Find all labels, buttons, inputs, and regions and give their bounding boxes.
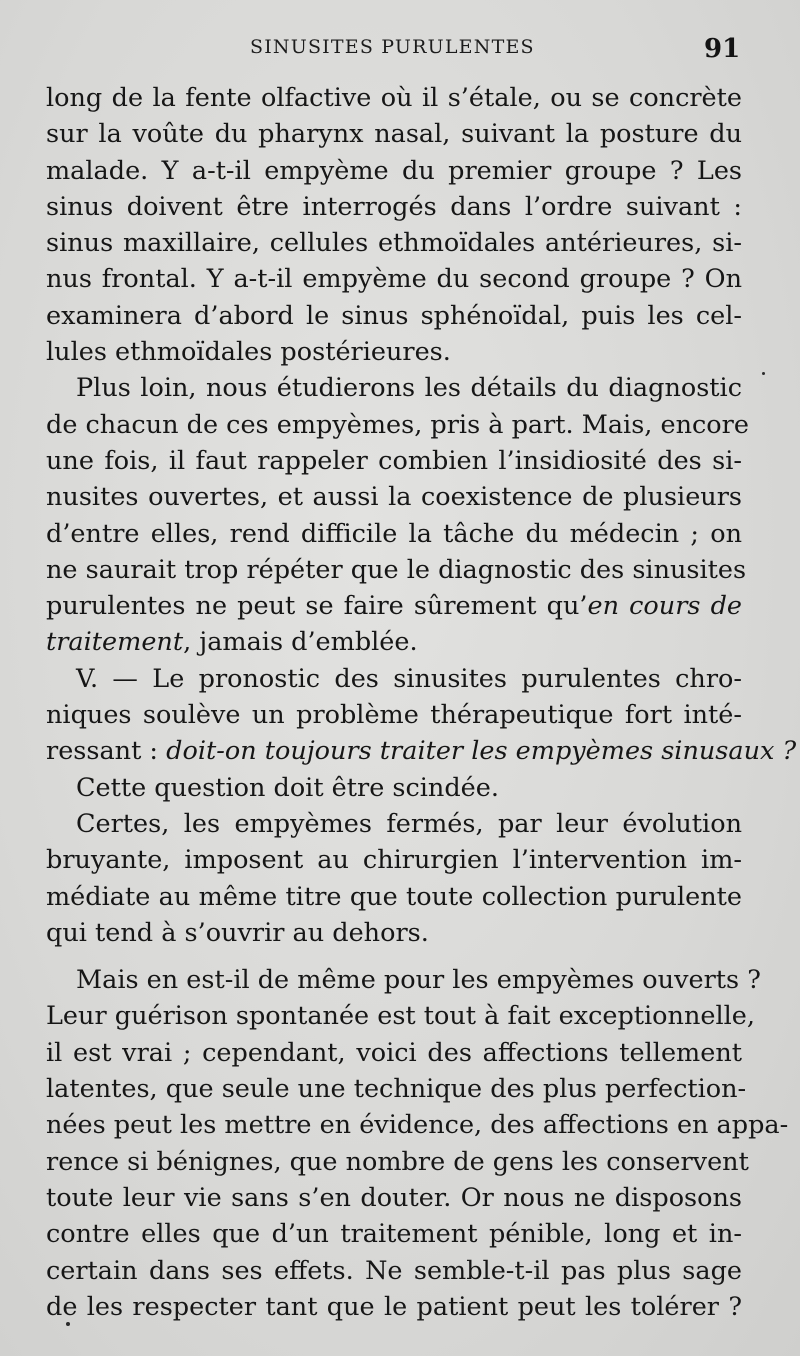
text-line: Certes, les empyèmes fermés, par leur évolution (76, 808, 742, 839)
text-segment: ressant : (46, 736, 167, 767)
text-line: contre elles que d’un traitement pénible, long et in- (46, 1219, 742, 1250)
text-line: Mais en est-il de même pour les empyèmes ouverts ? (76, 965, 761, 996)
italic-segment: traitement (46, 627, 184, 658)
text-line: sinus maxillaire, cellules ethmoïdales antérieures, si- (46, 228, 742, 259)
text-line (46, 624, 742, 660)
text-line: ne saurait trop répéter que le diagnostic des sinusites (46, 554, 747, 585)
text-line: sur la voûte du pharynx nasal, suivant la posture du (46, 119, 742, 150)
ink-speck (66, 1322, 70, 1326)
text-segment: , jamais d’emblée. (183, 627, 418, 658)
text-line: sinus doivent être interrogés dans l’ordre suivant : (46, 191, 742, 222)
italic-segment: en cours de (587, 591, 742, 622)
text-line (46, 733, 797, 769)
ink-speck (762, 372, 765, 375)
text-line: Leur guérison spontanée est tout à fait exceptionnelle, (46, 1001, 755, 1032)
text-line: de chacun de ces empyèmes, pris à part. Mais, encore (46, 409, 749, 440)
text-line: V. — Le pronostic des sinusites purulentes chro- (76, 663, 742, 694)
text-line: niques soulève un problème thérapeutique fort inté- (46, 700, 742, 731)
page-number: 91 (704, 34, 741, 64)
text-line: latentes, que seule une technique des plus perfection- (46, 1074, 747, 1105)
text-line: Plus loin, nous étudierons les détails du diagnostic (76, 373, 742, 404)
text-line: de les respecter tant que le patient peut les tolérer ? (46, 1291, 742, 1322)
running-title: SINUSITES PURULENTES (250, 36, 535, 58)
text-line: lules ethmoïdales postérieures. (46, 337, 451, 368)
text-line: Cette question doit être scindée. (76, 772, 499, 803)
text-line: examinera d’abord le sinus sphénoïdal, puis les cel- (46, 300, 742, 331)
text-line: nusites ouvertes, et aussi la coexistence de plusieurs (46, 482, 742, 513)
text-line (46, 588, 742, 624)
text-line: médiate au même titre que toute collection purulente (46, 881, 742, 912)
text-line: rence si bénignes, que nombre de gens les conservent (46, 1146, 749, 1177)
text-line: malade. Y a-t-il empyème du premier groupe ? Les (46, 155, 742, 186)
text-segment: purulentes ne peut se faire sûrement qu’ (46, 591, 588, 622)
text-line: long de la fente olfactive où il s’étale, ou se concrète (46, 83, 742, 113)
text-line: toute leur vie sans s’en douter. Or nous ne disposons (46, 1182, 742, 1213)
text-line: certain dans ses effets. Ne semble-t-il pas plus sage (46, 1255, 742, 1286)
text-line: il est vrai ; cependant, voici des affections tellement (46, 1037, 742, 1068)
text-line: qui tend à s’ouvrir au dehors. (46, 917, 429, 948)
text-line: nus frontal. Y a-t-il empyème du second groupe ? On (46, 264, 742, 295)
text-line: nées peut les mettre en évidence, des affections en appa- (46, 1110, 789, 1141)
text-line: d’entre elles, rend difficile la tâche du médecin ; on (46, 518, 742, 549)
text-line: une fois, il faut rappeler combien l’insidiosité des si- (46, 445, 742, 476)
italic-segment: doit-on toujours traiter les empyèmes sinusaux ? (166, 736, 797, 767)
text-line: bruyante, imposent au chirurgien l’intervention im- (46, 845, 742, 876)
body-text (46, 80, 797, 1325)
